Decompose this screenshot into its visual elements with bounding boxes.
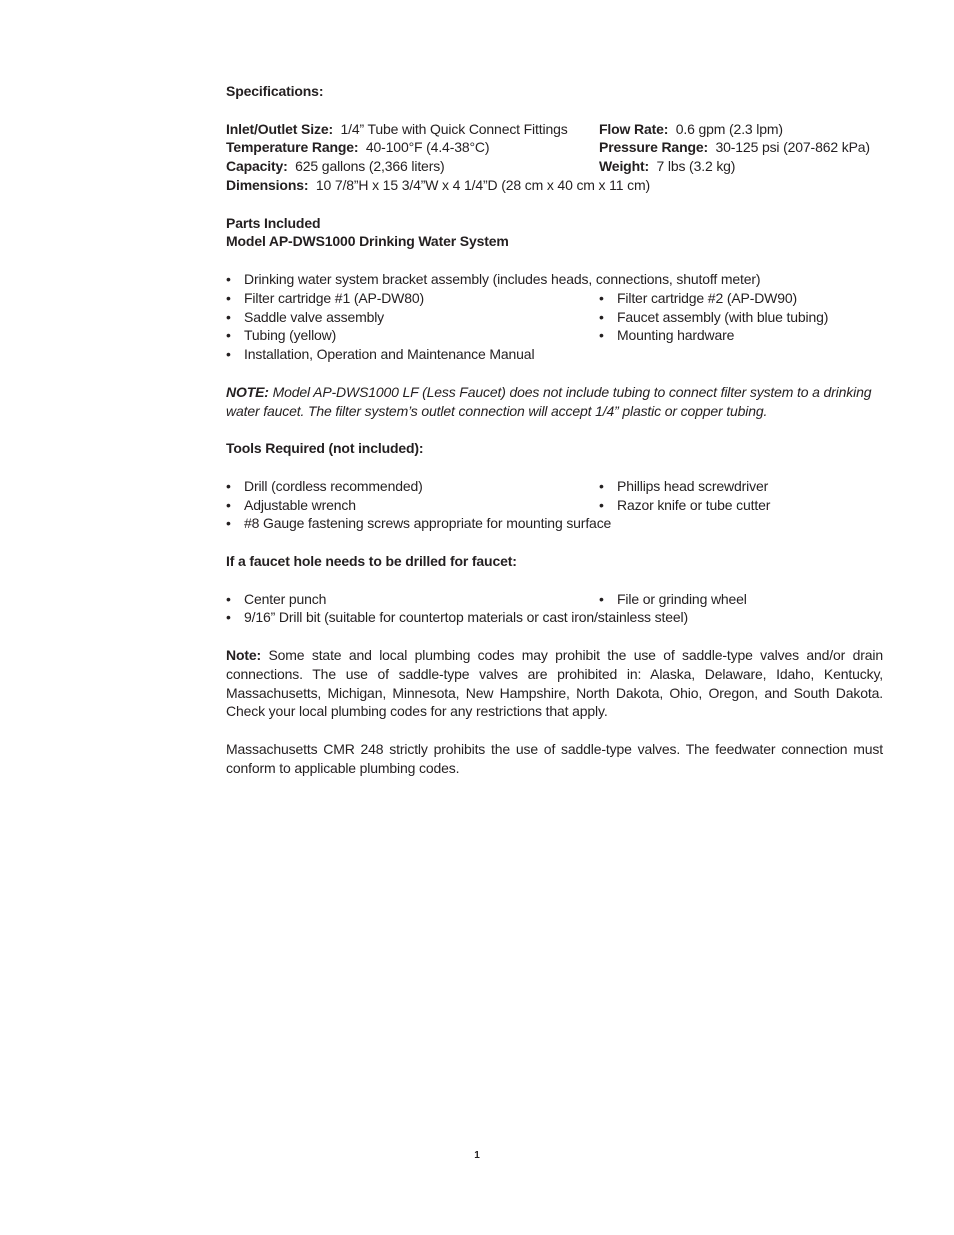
list-row: • Tubing (yellow) • Mounting hardware: [226, 327, 735, 344]
weight-label: Weight:: [599, 158, 650, 175]
capacity-label: Capacity:: [226, 158, 288, 175]
dimensions-label: Dimensions:: [226, 176, 309, 193]
note-less-faucet: [226, 383, 883, 421]
page-number: 1: [474, 1150, 480, 1161]
capacity-value: 625 gallons (2,366 liters): [295, 158, 445, 175]
inlet-value: 1/4” Tube with Quick Connect Fittings: [340, 120, 568, 137]
spec-row-1: [226, 120, 883, 139]
list-item: • #8 Gauge fastening screws appropriate for mounting surface: [226, 515, 612, 532]
note-label: Note:: [226, 646, 262, 663]
document-page: [226, 82, 883, 777]
parts-heading: Parts Included: [226, 214, 321, 231]
spec-row-2: [226, 138, 883, 157]
note-label: NOTE:: [226, 383, 269, 400]
list-item: Faucet assembly (with blue tubing): [617, 308, 829, 325]
massachusetts-paragraph: Massachusetts CMR 248 strictly prohibits the use of saddle-type valves. The feedwater connection must conform to applicable plumbing codes.: [226, 740, 883, 776]
list-item: Razor knife or tube cutter: [617, 496, 771, 513]
list-row: • Center punch • File or grinding wheel: [226, 590, 747, 607]
list-item: Drill (cordless recommended): [244, 477, 423, 494]
pressure-value: 30-125 psi (207-862 kPa): [715, 139, 870, 156]
list-item: Adjustable wrench: [244, 496, 356, 513]
note-text: Model AP-DWS1000 LF (Less Faucet) does not include tubing to connect filter system to a drinking water faucet. The filter system’s outlet connection will accept 1/4” plastic or copper tubing.: [226, 383, 872, 419]
list-item: File or grinding wheel: [617, 590, 747, 607]
inlet-label: Inlet/Outlet Size:: [226, 120, 333, 137]
parts-subheading: Model AP-DWS1000 Drinking Water System: [226, 233, 509, 250]
list-item: Saddle valve assembly: [244, 308, 385, 325]
note-text: Some state and local plumbing codes may prohibit the use of saddle-type valves and/or drain connections. The use of saddle-type valves are prohibited in: Alaska, Delaware, Idaho, Kentucky, Massachusetts, Michigan, Minnesota, New Hampshire, North Dakota, Ohio, Oregon, and South Dakota. Check your local plumbing codes for any restrictions that apply.: [226, 646, 883, 720]
specifications-heading: Specifications:: [226, 83, 324, 99]
temp-label: Temperature Range:: [226, 139, 359, 156]
faucet-hole-heading: If a faucet hole needs to be drilled for faucet:: [226, 552, 517, 569]
dimensions-value: 10 7/8”H x 15 3/4”W x 4 1/4”D (28 cm x 40 cm x 11 cm): [315, 176, 650, 193]
temp-value: 40-100°F (4.4-38°C): [365, 139, 490, 156]
list-row: • Saddle valve assembly • Faucet assembly (with blue tubing): [226, 308, 829, 325]
list-row: • Adjustable wrench • Razor knife or tube cutter: [226, 496, 771, 513]
list-item: Phillips head screwdriver: [617, 477, 769, 494]
flow-label: Flow Rate:: [599, 120, 669, 137]
list-item: • Drinking water system bracket assembly (includes heads, connections, shutoff meter): [226, 270, 761, 287]
weight-value: 7 lbs (3.2 kg): [656, 158, 736, 175]
spec-row-4: [226, 176, 883, 195]
flow-value: 0.6 gpm (2.3 lpm): [675, 120, 783, 137]
tools-heading: Tools Required (not included):: [226, 440, 424, 457]
list-item: • 9/16” Drill bit (suitable for countertop materials or cast iron/stainless steel): [226, 609, 688, 626]
list-item: • Installation, Operation and Maintenance Manual: [226, 346, 535, 363]
pressure-label: Pressure Range:: [599, 139, 709, 156]
list-row: • Drill (cordless recommended) • Phillips head screwdriver: [226, 477, 769, 494]
list-item: Filter cartridge #1 (AP-DW80): [244, 289, 425, 306]
spec-row-3: [226, 157, 883, 176]
list-item: Tubing (yellow): [244, 327, 337, 344]
note-plumbing-codes: [226, 646, 883, 721]
list-item: Center punch: [244, 590, 327, 607]
list-item: Filter cartridge #2 (AP-DW90): [617, 289, 798, 306]
list-row: • Filter cartridge #1 (AP-DW80) • Filter cartridge #2 (AP-DW90): [226, 289, 798, 306]
list-item: Mounting hardware: [617, 327, 735, 344]
